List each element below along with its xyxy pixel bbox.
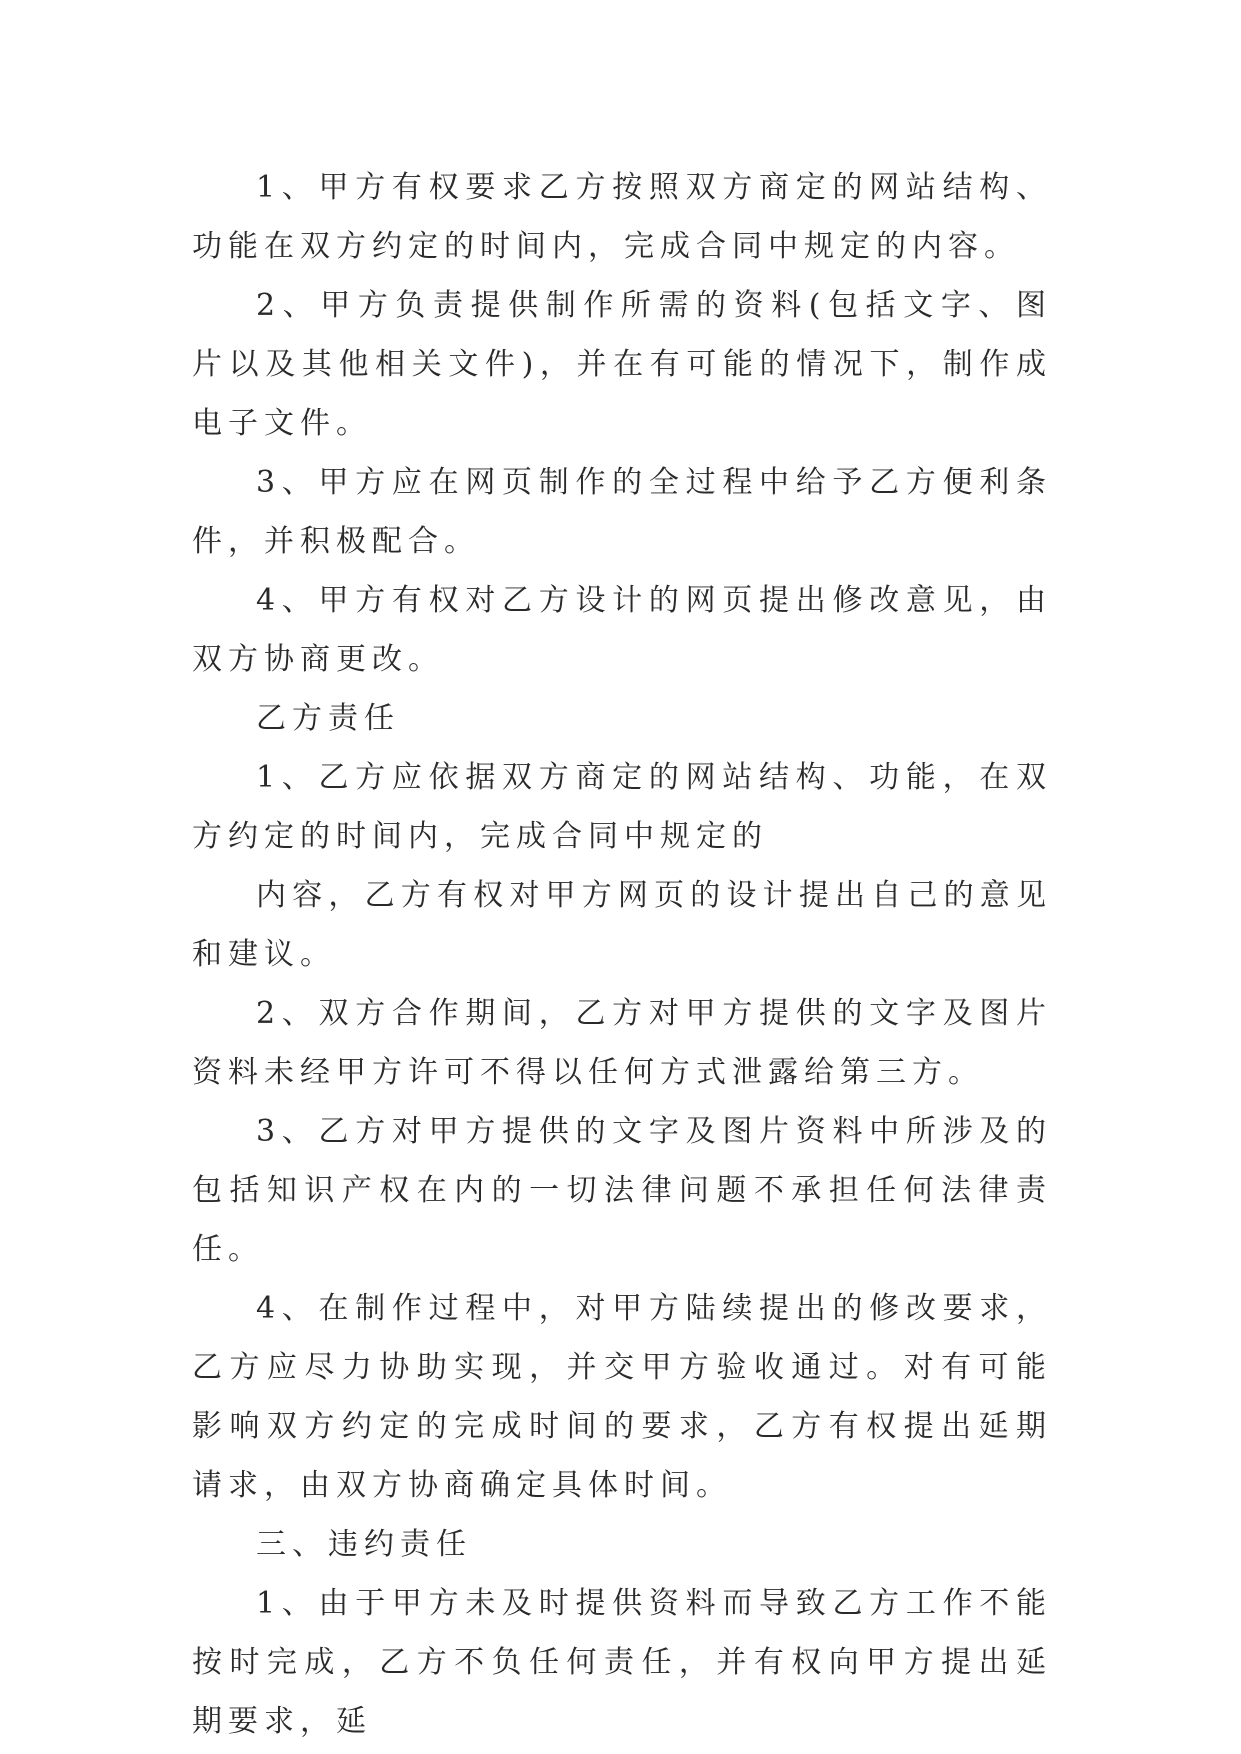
paragraph-party-b-3: 3、乙方对甲方提供的文字及图片资料中所涉及的包括知识产权在内的一切法律问题不承担任何法律责任。 xyxy=(192,1114,1052,1267)
paragraph-party-b-1-continued: 内容，乙方有权对甲方网页的设计提出自己的意见和建议。 xyxy=(192,878,1052,972)
section-heading-breach-liability: 三、违约责任 xyxy=(256,1527,472,1562)
paragraph-party-a-duty-2: 2、甲方负责提供制作所需的资料(包括文字、图片以及其他相关文件)，并在有可能的情况下，制作成电子文件。 xyxy=(192,288,1052,441)
paragraph-breach-1: 1、由于甲方未及时提供资料而导致乙方工作不能按时完成，乙方不负任何责任，并有权向甲方提出延期要求，延 xyxy=(192,1586,1052,1739)
paragraph-party-b-1: 1、乙方应依据双方商定的网站结构、功能，在双方约定的时间内，完成合同中规定的 xyxy=(192,760,1052,854)
document-body xyxy=(192,158,1052,1751)
paragraph-party-b-4: 4、在制作过程中，对甲方陆续提出的修改要求，乙方应尽力协助实现，并交甲方验收通过。对有可能影响双方约定的完成时间的要求，乙方有权提出延期请求，由双方协商确定具体时间。 xyxy=(192,1291,1052,1503)
paragraph-party-a-right-4: 4、甲方有权对乙方设计的网页提出修改意见，由双方协商更改。 xyxy=(192,583,1052,677)
paragraph-party-a-right-1: 1、甲方有权要求乙方按照双方商定的网站结构、功能在双方约定的时间内，完成合同中规定的内容。 xyxy=(192,170,1052,264)
paragraph-party-a-duty-3: 3、甲方应在网页制作的全过程中给予乙方便利条件，并积极配合。 xyxy=(192,465,1052,559)
paragraph-party-b-2: 2、双方合作期间，乙方对甲方提供的文字及图片资料未经甲方许可不得以任何方式泄露给第三方。 xyxy=(192,996,1052,1090)
section-heading-party-b: 乙方责任 xyxy=(256,701,400,736)
